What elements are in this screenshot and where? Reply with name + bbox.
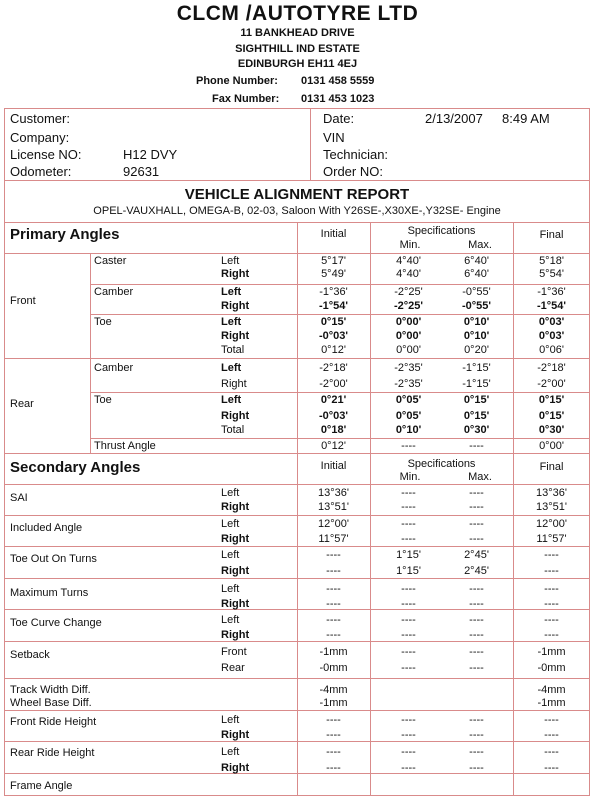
side-label: Right (221, 565, 250, 577)
secondary-value-cell: ---- (401, 629, 416, 641)
primary-min-header: Min. (399, 239, 421, 251)
secondary-value-cell: ---- (469, 598, 484, 610)
secondary-value-cell: -0mm (319, 662, 348, 674)
primary-value-cell: 0°06' (539, 344, 564, 356)
secondary-value-cell: 11°57' (318, 533, 349, 545)
license-label: License NO: (10, 147, 82, 162)
license-value: H12 DVY (123, 147, 178, 162)
front-ride-height-label: Front Ride Height (10, 716, 97, 728)
secondary-value-cell: ---- (401, 762, 416, 774)
secondary-value-cell: ---- (401, 533, 416, 545)
secondary-specs-header: Specifications (407, 458, 476, 470)
primary-value-cell: 0°30' (463, 424, 490, 436)
fax-number: 0131 453 1023 (301, 93, 375, 105)
rear-label: Rear (10, 398, 34, 410)
secondary-value-cell: ---- (401, 614, 416, 626)
secondary-value-cell: ---- (401, 646, 416, 658)
maximum-turns-label: Maximum Turns (10, 587, 89, 599)
primary-value-cell: 0°03' (538, 330, 565, 342)
side-label: Right (221, 598, 250, 610)
fax-label: Fax Number: (212, 93, 280, 105)
front-label: Front (10, 295, 36, 307)
primary-value-cell: 0°15' (463, 394, 490, 406)
included-angle-label: Included Angle (10, 522, 83, 534)
side-label: Left (221, 394, 242, 406)
side-label: Right (221, 300, 250, 312)
secondary-value-cell: ---- (326, 762, 341, 774)
primary-value-cell: -1°36' (319, 286, 348, 298)
address-line-1: 11 BANKHEAD DRIVE (240, 27, 355, 39)
secondary-value-cell: ---- (469, 714, 484, 726)
primary-value-cell: 0°03' (538, 316, 565, 328)
vin-label: VIN (323, 130, 345, 145)
secondary-value-cell: ---- (469, 729, 484, 741)
front-camber-label: Camber (94, 286, 134, 298)
odometer-value: 92631 (123, 164, 160, 179)
side-label: Total (221, 424, 245, 436)
vehicle-description: OPEL-VAUXHALL, OMEGA-B, 02-03, Saloon With Y26SE-,X30XE-,Y32SE- Engine (93, 205, 501, 217)
primary-value-cell: 6°40' (464, 255, 489, 267)
secondary-value-cell: ---- (544, 549, 559, 561)
primary-value-cell: 0°00' (395, 330, 422, 342)
primary-value-cell: 0°21' (320, 394, 347, 406)
secondary-value-cell: 13°36' (318, 487, 349, 499)
time-value: 8:49 AM (502, 111, 550, 126)
primary-value-cell: ---- (469, 440, 484, 452)
caster-label: Caster (94, 255, 127, 267)
secondary-value-cell: ---- (401, 518, 416, 530)
side-label: Right (221, 330, 250, 342)
secondary-value-cell: 13°51' (536, 501, 567, 513)
secondary-value-cell: 1°15' (396, 549, 421, 561)
primary-final-header: Final (539, 229, 564, 241)
secondary-value-cell: 13°36' (536, 487, 567, 499)
secondary-value-cell: ---- (469, 487, 484, 499)
thrust-angle-label: Thrust Angle (94, 440, 156, 452)
rear-toe-label: Toe (94, 394, 112, 406)
primary-value-cell: 0°05' (395, 410, 422, 422)
secondary-value-cell: -1mm (537, 646, 566, 658)
primary-value-cell: 0°15' (538, 410, 565, 422)
primary-value-cell: -1°15' (462, 378, 491, 390)
primary-value-cell: 0°10' (395, 424, 422, 436)
secondary-angles-title: Secondary Angles (10, 459, 141, 476)
frame-angle-label: Frame Angle (10, 780, 73, 792)
side-label: Left (221, 583, 240, 595)
side-label: Right (221, 729, 250, 741)
primary-value-cell: -1°54' (536, 300, 567, 312)
primary-value-cell: -0°55' (462, 286, 491, 298)
secondary-value-cell: ---- (326, 729, 341, 741)
secondary-value-cell: ---- (544, 614, 559, 626)
primary-value-cell: 0°30' (538, 424, 565, 436)
front-toe-label: Toe (94, 316, 112, 328)
primary-value-cell: 0°20' (464, 344, 489, 356)
secondary-value-cell: ---- (326, 583, 341, 595)
side-label: Left (221, 714, 240, 726)
secondary-initial-header: Initial (320, 460, 347, 472)
secondary-value-cell: ---- (544, 565, 559, 577)
odometer-label: Odometer: (10, 164, 72, 179)
secondary-value-cell: ---- (401, 662, 416, 674)
side-label: Right (221, 629, 250, 641)
secondary-value-cell: -1mm (319, 646, 348, 658)
rear-camber-label: Camber (94, 362, 134, 374)
secondary-value-cell: ---- (401, 746, 416, 758)
toe-out-on-turns-label: Toe Out On Turns (10, 553, 97, 565)
primary-value-cell: -0°03' (318, 330, 349, 342)
side-label: Left (221, 746, 240, 758)
technician-label: Technician: (323, 147, 389, 162)
secondary-value-cell: ---- (326, 565, 341, 577)
side-label: Total (221, 344, 245, 356)
order-label: Order NO: (323, 164, 383, 179)
side-label: Left (221, 255, 240, 267)
secondary-value-cell: ---- (401, 583, 416, 595)
date-label: Date: (323, 111, 355, 126)
secondary-value-cell: ---- (544, 762, 559, 774)
primary-value-cell: -2°25' (394, 286, 423, 298)
secondary-value-cell: ---- (469, 746, 484, 758)
side-label: Right (221, 501, 250, 513)
secondary-value-cell: -1mm (537, 697, 566, 709)
secondary-value-cell: -4mm (319, 684, 348, 696)
primary-value-cell: 0°05' (395, 394, 422, 406)
secondary-value-cell: 2°45' (464, 565, 489, 577)
primary-value-cell: -2°35' (394, 362, 423, 374)
primary-value-cell: 5°49' (321, 268, 346, 280)
primary-value-cell: 0°12' (321, 344, 346, 356)
primary-value-cell: 0°18' (320, 424, 347, 436)
secondary-final-header: Final (539, 461, 564, 473)
primary-value-cell: 4°40' (396, 255, 421, 267)
phone-number: 0131 458 5559 (301, 75, 375, 87)
company-label: Company: (10, 130, 70, 145)
secondary-value-cell: 1°15' (396, 565, 421, 577)
company-name: CLCM /AUTOTYRE LTD (176, 2, 419, 25)
primary-value-cell: -2°18' (537, 362, 566, 374)
setback-label: Setback (10, 649, 50, 661)
secondary-value-cell: ---- (401, 714, 416, 726)
primary-value-cell: 5°54' (539, 268, 564, 280)
side-label: Left (221, 286, 242, 298)
primary-value-cell: -2°00' (537, 378, 566, 390)
primary-value-cell: 0°00' (539, 440, 564, 452)
customer-label: Customer: (10, 111, 70, 126)
secondary-value-cell: ---- (469, 518, 484, 530)
sai-label: SAI (10, 492, 28, 504)
date-value: 2/13/2007 (425, 111, 483, 126)
secondary-value-cell: 2°45' (464, 549, 489, 561)
secondary-value-cell: -0mm (537, 662, 566, 674)
primary-value-cell: 0°12' (321, 440, 346, 452)
primary-initial-header: Initial (320, 228, 347, 240)
secondary-value-cell: ---- (326, 598, 341, 610)
primary-value-cell: -2°18' (319, 362, 348, 374)
secondary-value-cell: ---- (326, 614, 341, 626)
primary-value-cell: 5°18' (539, 255, 564, 267)
primary-value-cell: ---- (401, 440, 416, 452)
secondary-value-cell: 11°57' (536, 533, 567, 545)
secondary-value-cell: ---- (326, 549, 341, 561)
side-label: Rear (221, 662, 245, 674)
track-width-diff-label: Track Width Diff. (10, 684, 91, 696)
secondary-value-cell: ---- (544, 714, 559, 726)
side-label: Left (221, 614, 240, 626)
secondary-value-cell: ---- (469, 614, 484, 626)
primary-value-cell: 6°40' (464, 268, 489, 280)
secondary-min-header: Min. (399, 471, 421, 483)
primary-value-cell: 0°15' (320, 316, 347, 328)
secondary-value-cell: ---- (326, 714, 341, 726)
primary-value-cell: 0°15' (538, 394, 565, 406)
secondary-value-cell: ---- (469, 583, 484, 595)
secondary-value-cell: 12°00' (536, 518, 567, 530)
secondary-value-cell: 13°51' (318, 501, 349, 513)
secondary-value-cell: ---- (469, 662, 484, 674)
secondary-value-cell: ---- (544, 746, 559, 758)
secondary-value-cell: ---- (544, 629, 559, 641)
secondary-value-cell: ---- (401, 729, 416, 741)
side-label: Left (221, 487, 240, 499)
primary-value-cell: -2°00' (319, 378, 348, 390)
wheel-base-diff-label: Wheel Base Diff. (10, 697, 92, 709)
primary-value-cell: 0°00' (395, 316, 422, 328)
secondary-value-cell: ---- (469, 629, 484, 641)
primary-value-cell: 0°15' (463, 410, 490, 422)
side-label: Right (221, 410, 250, 422)
secondary-value-cell: ---- (469, 762, 484, 774)
secondary-max-header: Max. (468, 471, 492, 483)
primary-value-cell: -1°15' (462, 362, 491, 374)
secondary-value-cell: ---- (544, 729, 559, 741)
secondary-value-cell: ---- (544, 583, 559, 595)
secondary-value-cell: ---- (326, 629, 341, 641)
primary-value-cell: -0°03' (318, 410, 349, 422)
phone-label: Phone Number: (196, 75, 278, 87)
secondary-value-cell: ---- (401, 598, 416, 610)
secondary-value-cell: ---- (401, 501, 416, 513)
primary-value-cell: -0°55' (461, 300, 492, 312)
primary-value-cell: 0°10' (463, 316, 490, 328)
secondary-value-cell: ---- (544, 598, 559, 610)
primary-value-cell: 4°40' (396, 268, 421, 280)
toe-curve-change-label: Toe Curve Change (10, 617, 102, 629)
secondary-value-cell: ---- (469, 501, 484, 513)
side-label: Right (221, 268, 250, 280)
primary-value-cell: 0°10' (463, 330, 490, 342)
secondary-value-cell: -4mm (537, 684, 566, 696)
side-label: Left (221, 362, 242, 374)
side-label: Right (221, 533, 250, 545)
primary-max-header: Max. (468, 239, 492, 251)
secondary-value-cell: ---- (469, 533, 484, 545)
address-line-2: SIGHTHILL IND ESTATE (235, 43, 360, 55)
secondary-value-cell: ---- (469, 646, 484, 658)
primary-angles-title: Primary Angles (10, 226, 120, 243)
side-label: Right (221, 762, 250, 774)
primary-value-cell: -1°54' (318, 300, 349, 312)
side-label: Right (221, 378, 247, 390)
primary-value-cell: -2°35' (394, 378, 423, 390)
primary-value-cell: 0°00' (396, 344, 421, 356)
primary-specs-header: Specifications (407, 225, 476, 237)
report-title: VEHICLE ALIGNMENT REPORT (184, 186, 410, 203)
side-label: Left (221, 549, 240, 561)
secondary-value-cell: 12°00' (318, 518, 349, 530)
rear-ride-height-label: Rear Ride Height (10, 747, 95, 759)
secondary-value-cell: -1mm (319, 697, 348, 709)
secondary-value-cell: ---- (326, 746, 341, 758)
primary-value-cell: -1°36' (537, 286, 566, 298)
primary-value-cell: 5°17' (321, 255, 346, 267)
secondary-value-cell: ---- (401, 487, 416, 499)
primary-value-cell: -2°25' (393, 300, 424, 312)
side-label: Left (221, 316, 242, 328)
side-label: Front (221, 646, 247, 658)
side-label: Left (221, 518, 240, 530)
address-line-3: EDINBURGH EH11 4EJ (237, 58, 358, 70)
